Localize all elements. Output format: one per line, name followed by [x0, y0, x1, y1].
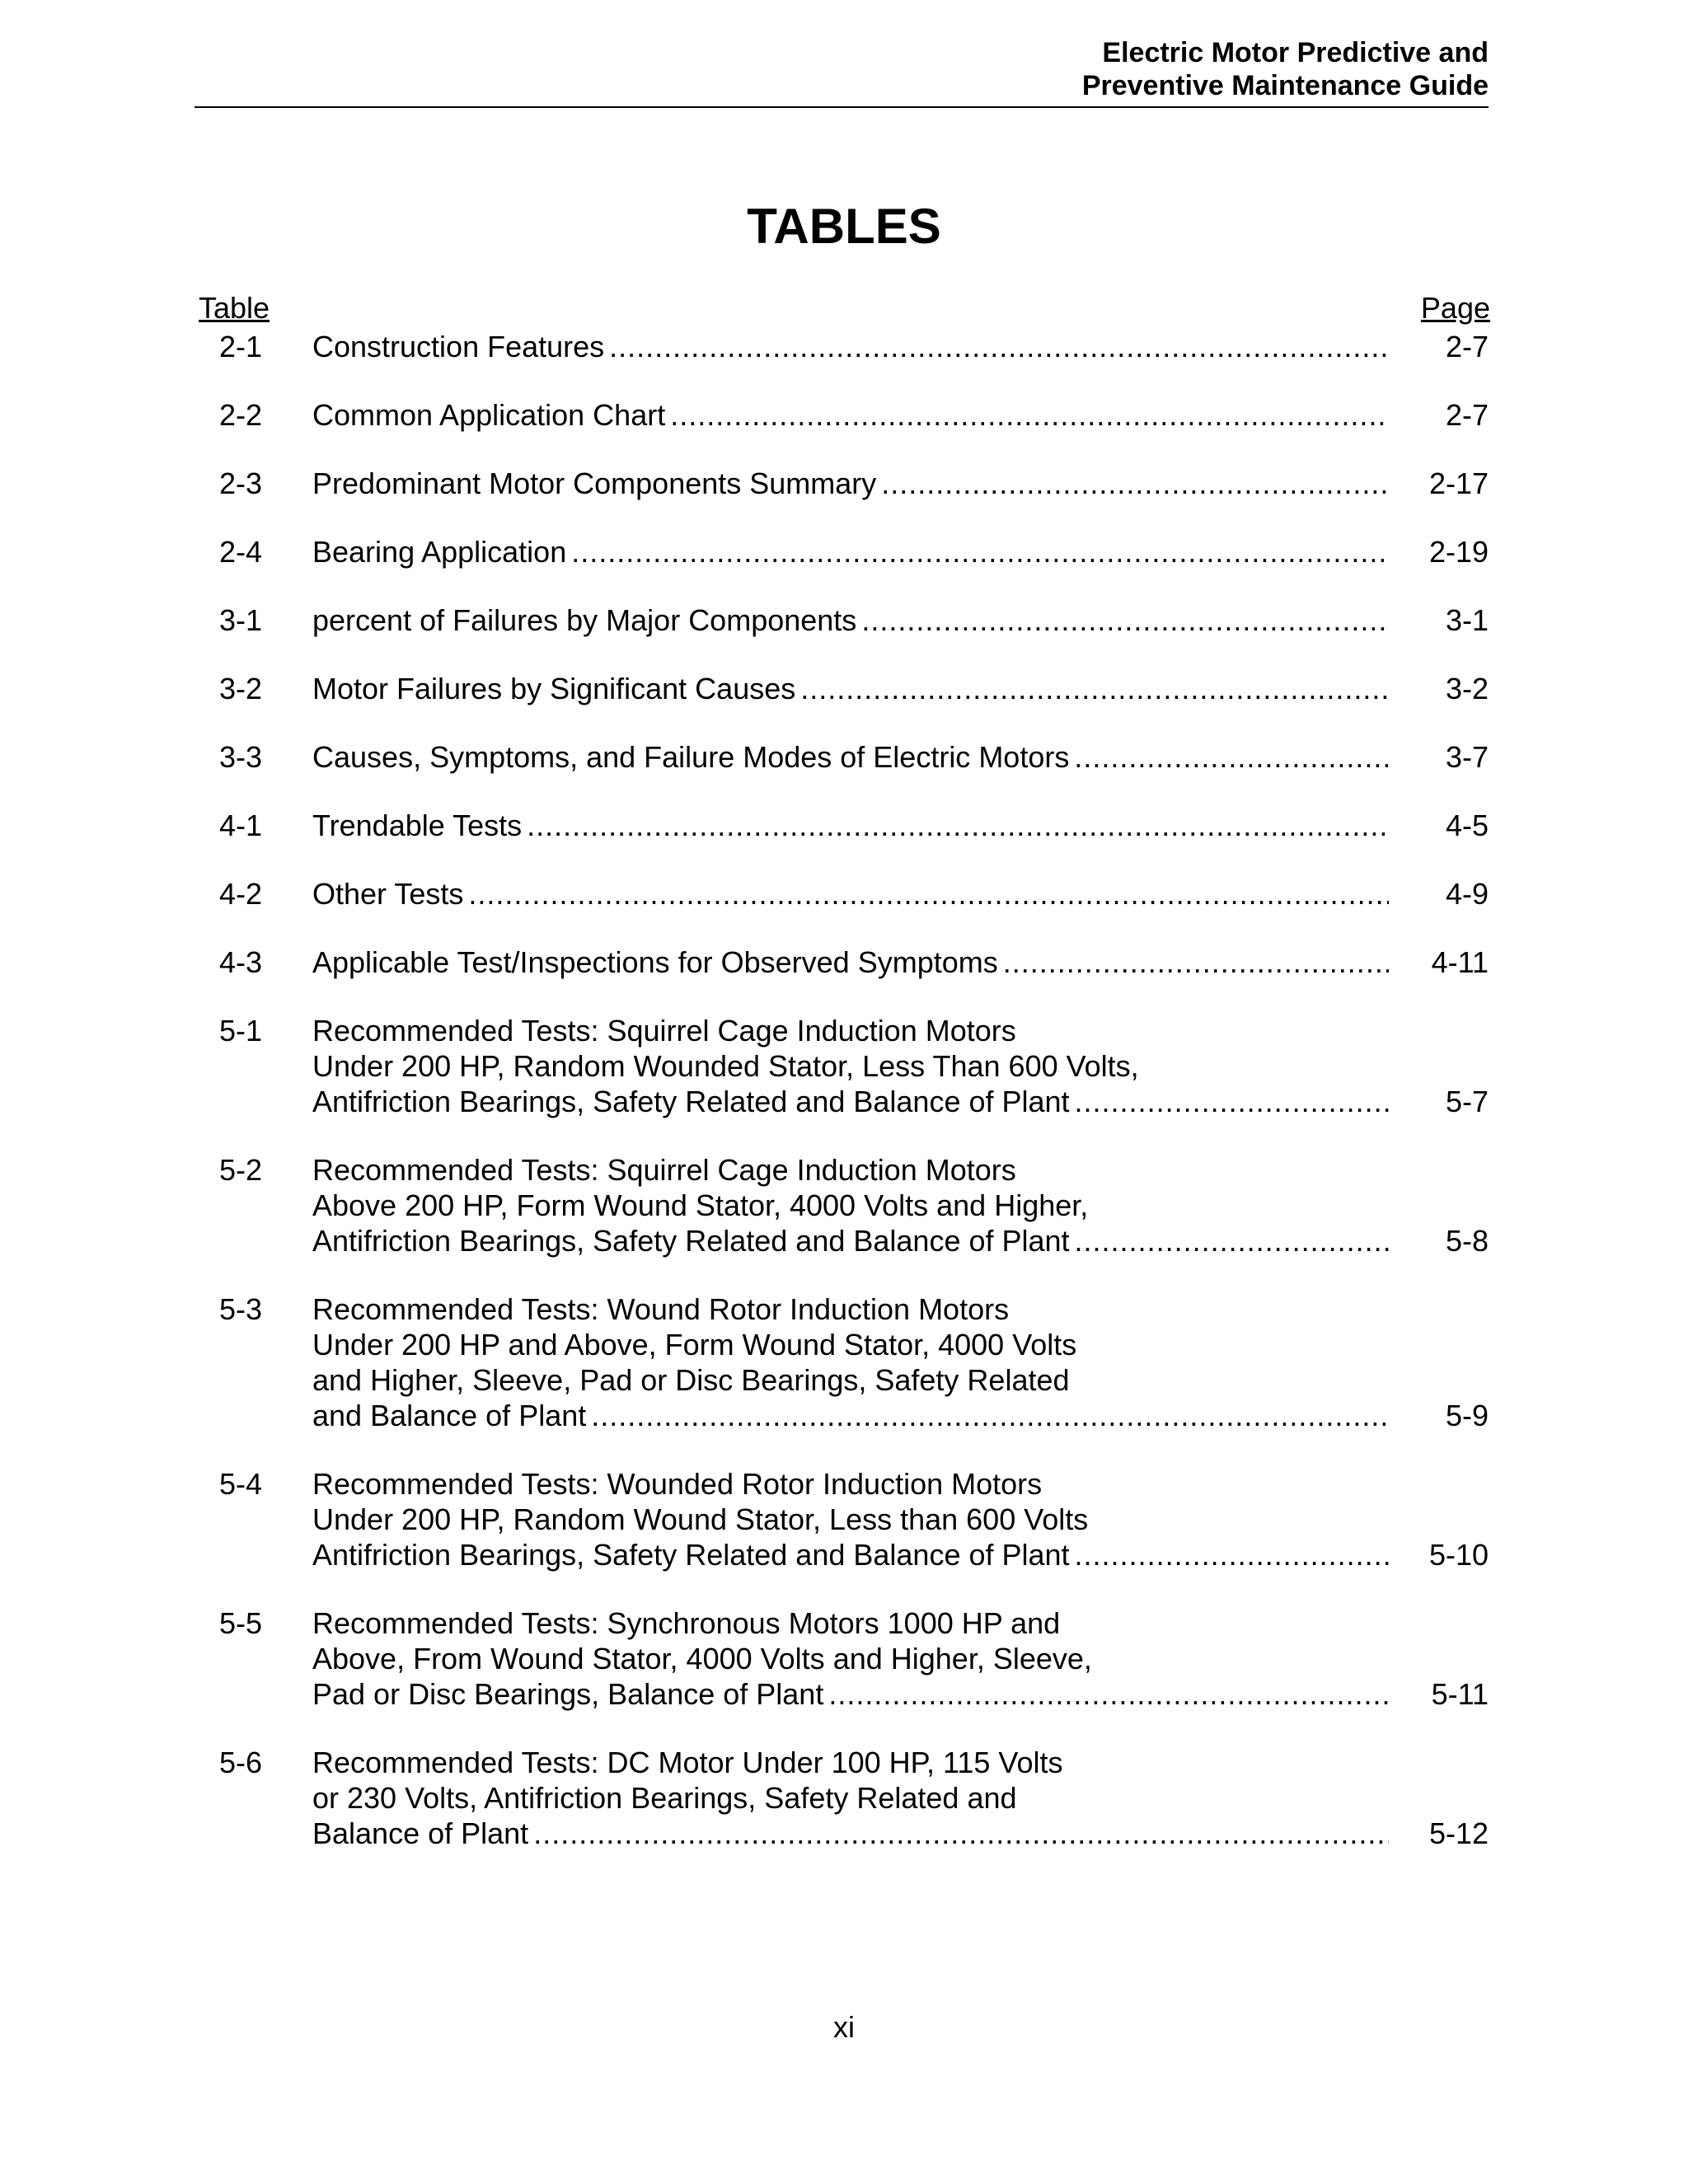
table-number: 5-2 — [218, 1153, 262, 1187]
caption-last-line — [312, 466, 1389, 501]
table-number: 5-5 — [218, 1606, 262, 1640]
caption-last-line — [312, 329, 1389, 364]
caption-line: Balance of Plant — [312, 1816, 529, 1850]
dot-leader — [468, 876, 1389, 912]
running-header-line-1: Electric Motor Predictive and — [1102, 37, 1489, 68]
caption-line: Above, From Wound Stator, 4000 Volts and Higher, Sleeve, — [312, 1642, 1092, 1675]
table-caption — [312, 808, 1389, 843]
caption-last-line — [312, 1223, 1389, 1258]
caption-line: or 230 Volts, Antifriction Bearings, Safety Related and — [312, 1781, 1017, 1815]
dot-leader — [828, 1676, 1389, 1712]
caption-last-line — [312, 602, 1389, 638]
table-number: 3-3 — [218, 740, 262, 774]
dot-leader — [1003, 944, 1389, 980]
table-column-heading: Table — [199, 291, 270, 325]
table-number: 2-4 — [218, 535, 262, 569]
table-caption — [312, 602, 1389, 638]
dot-leader — [1075, 1537, 1389, 1572]
caption-line: percent of Failures by Major Components — [312, 603, 857, 637]
caption-line: Motor Failures by Significant Causes — [312, 672, 796, 705]
caption-last-line — [312, 671, 1389, 706]
dot-leader — [1075, 1084, 1389, 1119]
table-caption — [312, 1466, 1389, 1572]
caption-line: Pad or Disc Bearings, Balance of Plant — [312, 1677, 824, 1711]
running-header — [195, 36, 1489, 102]
table-caption — [312, 1605, 1389, 1712]
caption-last-line — [312, 739, 1389, 775]
page-reference: 5-7 — [1445, 1085, 1489, 1118]
page-reference: 3-2 — [1445, 672, 1489, 705]
caption-line: Antifriction Bearings, Safety Related and Balance of Plant — [312, 1224, 1070, 1258]
caption-line: Recommended Tests: Wounded Rotor Induction Motors — [312, 1467, 1043, 1501]
table-caption — [312, 534, 1389, 569]
table-number: 2-3 — [218, 466, 262, 500]
caption-line: Recommended Tests: Squirrel Cage Induction Motors — [312, 1153, 1016, 1187]
caption-line: Causes, Symptoms, and Failure Modes of Electric Motors — [312, 740, 1070, 774]
page-reference: 2-7 — [1445, 330, 1489, 363]
page-reference: 2-17 — [1428, 466, 1489, 500]
table-caption — [312, 944, 1389, 980]
page-reference: 5-9 — [1445, 1399, 1489, 1432]
caption-last-line — [312, 1676, 1389, 1712]
caption-line: Above 200 HP, Form Wound Stator, 4000 Volts and Higher, — [312, 1188, 1089, 1222]
page-reference: 2-7 — [1445, 398, 1489, 432]
caption-line: Recommended Tests: DC Motor Under 100 HP, 115 Volts — [312, 1746, 1063, 1779]
page-column-heading: Page — [1420, 291, 1490, 325]
caption-line: Under 200 HP and Above, Form Wound Stator, 4000 Volts — [312, 1328, 1077, 1361]
page-reference: 4-5 — [1445, 808, 1489, 842]
caption-line: Recommended Tests: Squirrel Cage Induction Motors — [312, 1014, 1016, 1047]
page-reference: 3-7 — [1445, 740, 1489, 774]
running-header-line-2: Preventive Maintenance Guide — [1081, 70, 1489, 101]
caption-last-line — [312, 876, 1389, 912]
caption-line: Applicable Test/Inspections for Observed Symptoms — [312, 945, 998, 979]
page-reference: 5-10 — [1428, 1538, 1489, 1572]
table-number: 5-3 — [218, 1292, 262, 1326]
table-caption — [312, 1745, 1389, 1851]
table-number: 4-2 — [218, 877, 262, 911]
caption-line: Antifriction Bearings, Safety Related and Balance of Plant — [312, 1538, 1070, 1572]
caption-line: Predominant Motor Components Summary — [312, 466, 877, 500]
caption-line: Construction Features — [312, 330, 605, 363]
page-reference: 2-19 — [1428, 535, 1489, 569]
caption-last-line — [312, 1537, 1389, 1572]
page-title: TABLES — [747, 199, 941, 254]
table-caption — [312, 397, 1389, 433]
table-caption — [312, 329, 1389, 364]
table-number: 3-2 — [218, 672, 262, 705]
caption-line: Antifriction Bearings, Safety Related and Balance of Plant — [312, 1085, 1070, 1118]
table-number: 2-1 — [218, 330, 262, 363]
page-reference: 5-11 — [1431, 1677, 1489, 1711]
dot-leader — [881, 466, 1389, 501]
dot-leader — [571, 534, 1389, 569]
table-caption — [312, 671, 1389, 706]
dot-leader — [861, 602, 1389, 638]
table-caption — [312, 1013, 1389, 1119]
table-number: 4-3 — [218, 945, 262, 979]
table-caption — [312, 1152, 1389, 1258]
dot-leader — [670, 397, 1389, 433]
page-number: xi — [833, 2010, 855, 2044]
caption-line: Recommended Tests: Synchronous Motors 1000 HP and — [312, 1606, 1061, 1640]
table-number: 5-4 — [218, 1467, 262, 1501]
page-reference: 5-8 — [1445, 1224, 1489, 1258]
caption-line: Other Tests — [312, 877, 464, 911]
table-number: 2-2 — [218, 398, 262, 432]
caption-line: Under 200 HP, Random Wounded Stator, Less Than 600 Volts, — [312, 1049, 1139, 1083]
page-reference: 4-11 — [1431, 945, 1489, 979]
caption-last-line — [312, 1084, 1389, 1119]
dot-leader — [527, 808, 1389, 843]
caption-line: Recommended Tests: Wound Rotor Induction Motors — [312, 1292, 1010, 1326]
table-caption — [312, 739, 1389, 775]
caption-last-line — [312, 944, 1389, 980]
dot-leader — [1075, 1223, 1389, 1258]
caption-last-line — [312, 534, 1389, 569]
dot-leader — [609, 329, 1389, 364]
dot-leader — [800, 671, 1389, 706]
header-rule — [195, 106, 1489, 108]
table-number: 3-1 — [218, 603, 262, 637]
dot-leader — [1074, 739, 1389, 775]
caption-line: Common Application Chart — [312, 398, 666, 432]
caption-last-line — [312, 808, 1389, 843]
caption-line: Trendable Tests — [312, 808, 523, 842]
caption-last-line — [312, 397, 1389, 433]
table-number: 5-6 — [218, 1746, 262, 1779]
dot-leader — [591, 1398, 1389, 1433]
table-caption — [312, 876, 1389, 912]
caption-line: Under 200 HP, Random Wound Stator, Less than 600 Volts — [312, 1502, 1089, 1536]
page-reference: 4-9 — [1445, 877, 1489, 911]
caption-line: and Higher, Sleeve, Pad or Disc Bearings, Safety Related — [312, 1363, 1070, 1397]
table-number: 5-1 — [218, 1014, 262, 1047]
table-number: 4-1 — [218, 808, 262, 842]
page-reference: 3-1 — [1445, 603, 1489, 637]
table-caption — [312, 466, 1389, 501]
dot-leader — [533, 1816, 1389, 1851]
caption-line: Bearing Application — [312, 535, 567, 569]
page-reference: 5-12 — [1428, 1816, 1489, 1850]
caption-line: and Balance of Plant — [312, 1399, 587, 1432]
caption-last-line — [312, 1816, 1389, 1851]
caption-last-line — [312, 1398, 1389, 1433]
table-caption — [312, 1291, 1389, 1433]
